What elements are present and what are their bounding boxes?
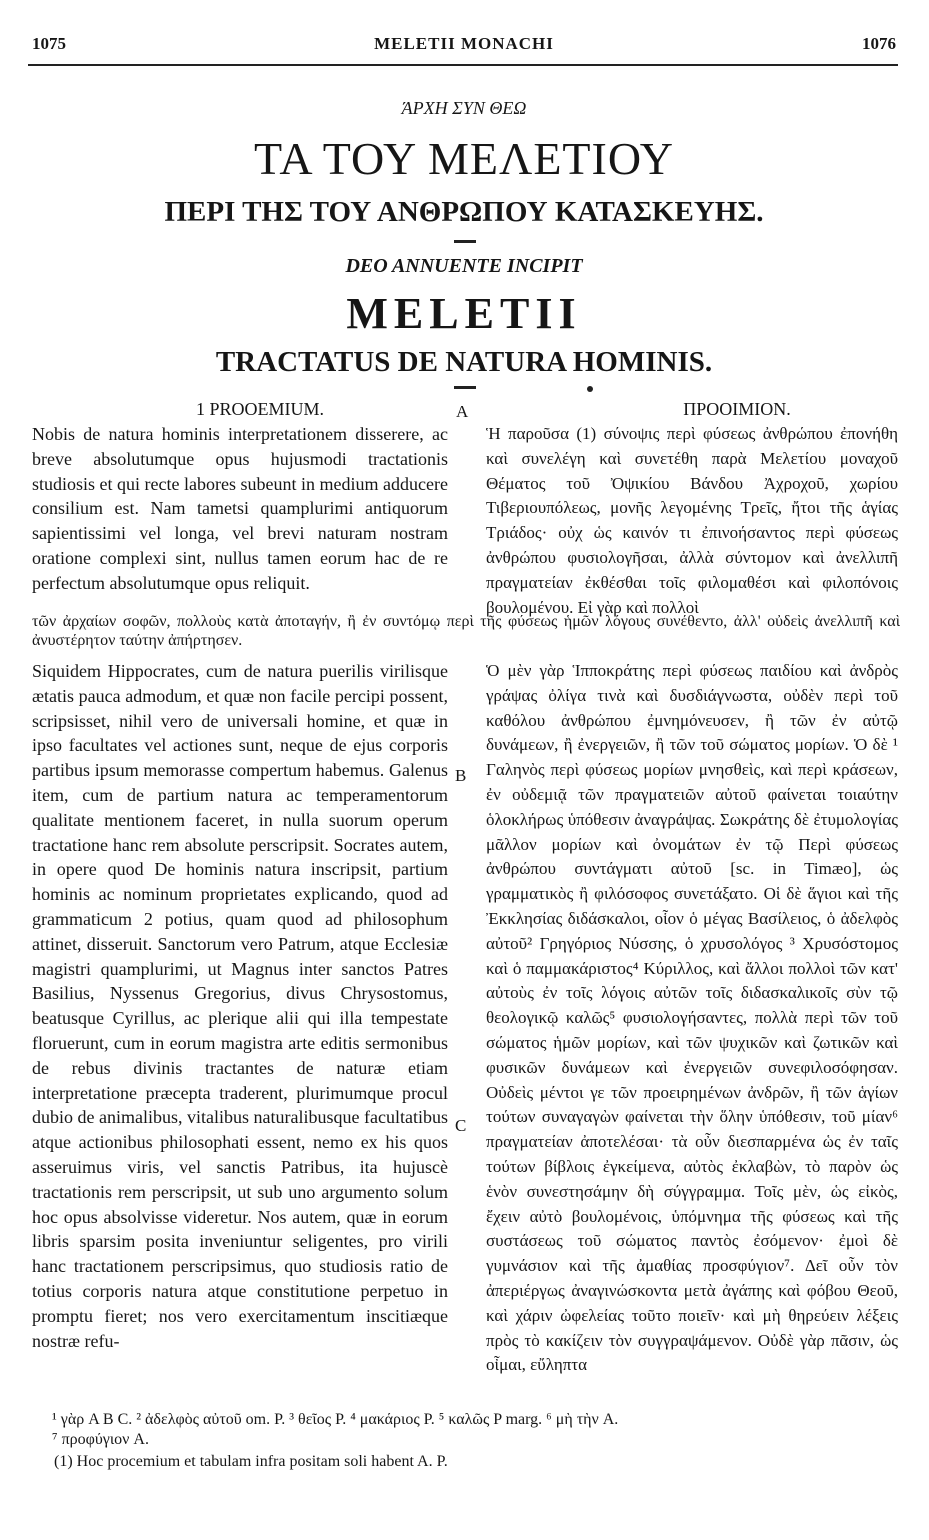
latin-section-heading: 1 PROOEMIUM. xyxy=(195,399,324,419)
margin-letter-a: A xyxy=(456,402,469,421)
latin-column-top xyxy=(32,399,448,596)
latin-invocation: DEO ANNUENTE INCIPIT xyxy=(345,255,583,277)
latin-paragraph-2: Siquidem Hippocrates, cum de natura puerilis virilisque ætatis pauca admodum, et quæ non facile percipi possent, scripsisset, nihil vero de universali homine, et quæ in ipso facultates vel actiones sunt, neque de ejus corporis partibus ipsum memorasse compertum habemus. Galenus item, cum de partium natura ac temperamentorum qualitate mentionem faceret, in nulla suorum operum tractatione hanc rem absolute perscripsit. Socrates autem, in opere quod De hominis natura inscripsit, partium hominis ac nominum proprietates explicando, quod ad grammaticum 2 potius, quam quod ad philosophum attinet, disseruit. Sanctorum vero Patrum, atque Ecclesiæ magistri quamplurimi, ut Magnus inter sanctos Patres Basilius, Nyssenus Gregorius, divus Chrysostomus, beatusque Cyrillus, ac plerique alii qui illa tempestate floruerunt, cum in eorum magistra arte editis sermonibus de rebus divinis tractantes de naturæ etiam interpretatione præcepta traderent, plurimumque procul dubio de animalibus, vitalibus naturalibusque facultatibus atque actionibus philosophati essent, nemo ex his quos asseruimus viris, vel sanctis Patribus, ita hujuscè tractationis rem perscripsit, ut sub uno argumento solum hoc opus absolvisse videretur. Nos autem, quæ in eorum libris sparsim posita inveniuntur seligentes, pro virili hanc tractationem perscripsimus, quo studiosis ratio de totius corporis natura atque constitutione perpetuo in promptu fieret; nos vero exercitamentum inscitiæque nostræ refu- xyxy=(32,661,448,1351)
greek-paragraph-1: Ἡ παροῦσα (1) σύνοψις περὶ φύσεως ἀνθρώπου ἐπονήθη καὶ συνελέγη καὶ συνετέθη παρὰ Μελετίου μοναχοῦ Θέματος τοῦ Ὀψικίου Βάνδου Ἀχροχοῦ, χωρίου Τιβεριουπόλεως, μονῆς λεγομένης Τρεῖς, ἤτοι τῆς ἁγίας Τριάδος· οὐχ ὡς καινόν τι ἐπινοήσαντος περὶ φύσεως ἀνθρώπου φυσιολογῆσαι, ἀλλὰ σύντομον καὶ ἀνελλιπῆ πραγματείαν ἐκθέσθαι τοῖς φιλομαθέσι καὶ φιλοπόνοις βουλομένου. Εἰ γὰρ καὶ πολλοὶ xyxy=(486,424,898,617)
running-title: MELETII MONACHI xyxy=(374,34,554,53)
running-head xyxy=(32,34,896,58)
margin-letter-b: B xyxy=(455,766,467,785)
footnote-latin-note: (1) Hoc procemium et tabulam infra positam soli habent A. P. xyxy=(54,1453,448,1470)
greek-column-body xyxy=(486,659,898,1378)
section-divider xyxy=(454,386,476,389)
page-number-right: 1076 xyxy=(862,34,896,53)
margin-letter-c: C xyxy=(455,1116,467,1135)
latin-column-body xyxy=(32,659,448,1353)
greek-paragraph-2: Ὁ μὲν γὰρ Ἱπποκράτης περὶ φύσεως παιδίου καὶ ἀνδρὸς γράψας ὀλίγα τινὰ καὶ δυσδιάγνωστα, οὐδὲν περὶ τοῦ καθόλου ἀνθρώπου ἐμνημόνευσεν, ἢ τῶν ἐν αὐτῷ δυνάμεων, ἢ ἐνεργειῶν, ἢ τῶν τοῦ σώματος μορίων. Ὁ δὲ ¹ Γαληνὸς περὶ φύσεως μορίων μνησθεὶς, καὶ περὶ κράσεων, ἐν οὐδεμιᾷ τῶν πραγματειῶν αὐτοῦ φαίνεται τοιαύτην ὁλοκλήρως ὑπόθεσιν ἀναγράψας. Σωκράτης δὲ ἐτυμολογίας μᾶλλον μορίων καὶ ὀνομάτων ἐν τῷ Περὶ φύσεως ἀνθρώπου συντάγματι αὐτοῦ [sc. in Timæo], ὡς γραμματικὸς ἢ φιλόσοφος συνετάξατο. Οἱ δὲ ἅγιοι καὶ τῆς Ἐκκλησίας διδάσκαλοι, οἷον ὁ μέγας Βασίλειος, ὁ ἀδελφὸς αὐτοῦ² Γρηγόριος Νύσσης, ὁ χρυσολόγος ³ Χρυσόστομος καὶ ὁ παμμακάριστος⁴ Κύριλλος, καὶ ἄλλοι πολλοὶ τῶν κατ' αὐτοὺς ἐν τοῖς λόγοις αὐτῶν τοῖς διδασκαλικοῖς σὺν τῷ θεολογικῷ καλῶς⁵ φυσιολογήσαντες, πολλὰ περὶ τῶν τοῦ σώματος ἡμῶν μορίων, καὶ τῶν ψυχικῶν καὶ ζωτικῶν καὶ φυσικῶν δυνάμεων καὶ ἐνεργειῶν συνεφιλοσόφησαν. Οὐδεὶς μέντοι γε τῶν προειρημένων ἀνδρῶν, ἢ τῶν ἁγίων τούτων συναγαγὼν φαίνεται τὴν ὅλην ὑπόθεσιν, τοῦ μίαν⁶ πραγματείαν ἀποτελέσαι· τὰ οὖν διεσπαρμένα ὡς ἐν ταῖς τούτων βίβλοις ἐγκείμενα, αὐτὸς ἐκλαβὼν, τὸ παρὸν ὡς ἑνὸν συνεστησάμην δὴ σύγγραμμα. Τοῖς μὲν, ὡς εἰκὸς, ἔχειν αὐτὸ βουλομένοις, ὑπόμνημα τῆς φύσεως καὶ τῆς συστάσεως τοῦ σώματος παντὸς ἐσόμενον· ἐμοὶ δὲ γυμνάσιον καὶ τῆς ἀμαθίας προσφύγιον⁷. Δεῖ οὖν τὸν ἀπεριέργως ἀναγινώσκοντα μετὰ ἀγάπης καὶ φόβου Θεοῦ, καὶ χάριν ὠφελείας τοῦτο ποιεῖν· καὶ μὴ θηρεύειν λέξεις πρὸς τὸ κακίζειν τὸν συγγραψάμενον. Οὐδὲ γὰρ πᾶσιν, ὡς οἶμαι, εὔληπτα xyxy=(486,661,898,1375)
section-dot xyxy=(587,386,593,392)
greek-title: ΤΑ ΤΟΥ ΜΕΛΕΤΙΟΥ xyxy=(254,133,674,184)
header-rule xyxy=(28,64,898,66)
greek-column-top xyxy=(486,399,898,620)
greek-section-heading: ΠΡΟΟΙΜΙΟΝ. xyxy=(683,399,791,419)
footnote-greek-variants: ¹ γὰρ A B C. ² ἀδελφὸς αὐτοῦ om. P. ³ θεῖος P. ⁴ μακάριος P. ⁵ καλῶς P marg. ⁶ μὴ τὴν A. xyxy=(52,1411,619,1428)
page-number-left: 1075 xyxy=(32,34,66,53)
latin-subtitle: TRACTATUS DE NATURA HOMINIS. xyxy=(215,346,713,378)
latin-paragraph-1: Nobis de natura hominis interpretationem disserere, ac breve absolutumque opus hujusmodi tractationis studiosis et qui recte labores subeunt in medium adducere consilium est. Nam tametsi quamplurimi antiquorum sapientissimi vel longa, vel brevi naturam nostram oratione complexi sint, nullus tamen eorum hac de re perfectum absolutumque opus reliquit. xyxy=(32,424,448,593)
latin-title: MELETII xyxy=(346,289,582,338)
title-divider xyxy=(454,240,476,243)
greek-subtitle: ΠΕΡΙ ΤΗΣ ΤΟΥ ΑΝΘΡΩΠΟΥ ΚΑΤΑΣΚΕΥΗΣ. xyxy=(164,196,764,228)
greek-full-width-line: τῶν ἀρχαίων σοφῶν, πολλοὺς κατὰ ἀποταγήν, ἢ ἐν συντόμῳ περὶ τῆς φύσεως ἡμῶν λόγους συνέθεντο, ἀλλ' οὐδεὶς ἀνελλιπῆ καὶ ἀνυστέρητον ταύτην ἀπήρτησεν. xyxy=(32,613,900,649)
greek-invocation: ΆΡΧΗ ΣΥΝ ΘΕΩ xyxy=(401,98,527,118)
footnote-greek-variants-2: ⁷ προφύγιον A. xyxy=(52,1431,149,1448)
